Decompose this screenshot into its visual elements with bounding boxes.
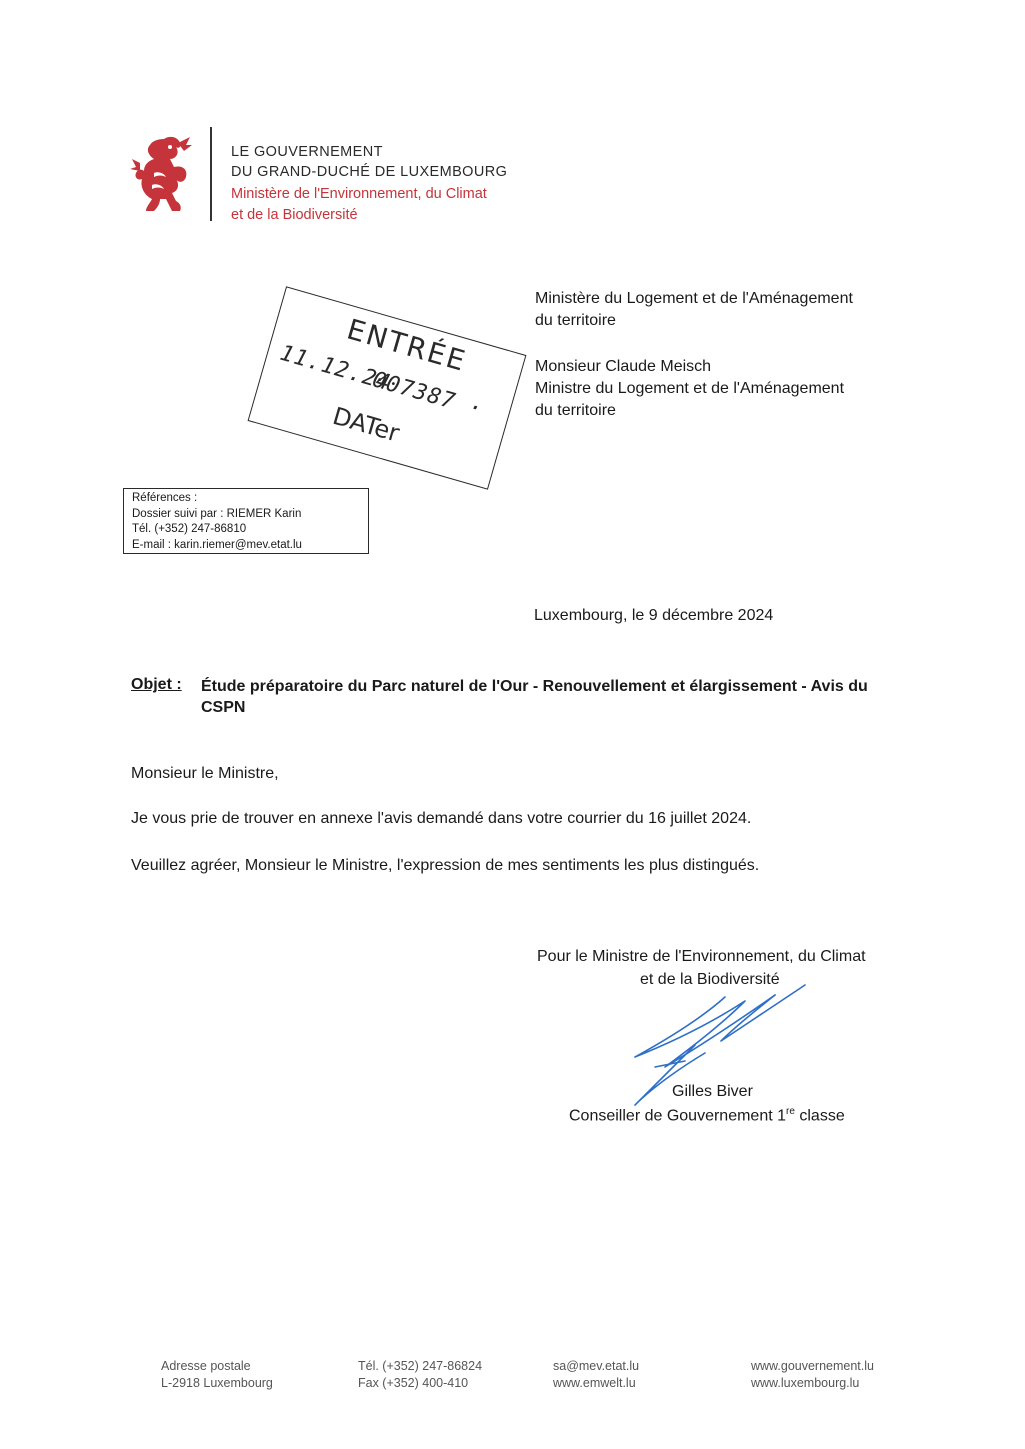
references-box [123,488,369,554]
luxembourg-lion-logo [130,133,194,215]
footer-web3: www.luxembourg.lu [751,1376,860,1390]
references-phone: Tél. (+352) 247-86810 [132,523,247,535]
government-name-line1: LE GOUVERNEMENT [231,144,383,160]
closing-formula: Veuillez agréer, Monsieur le Ministre, l'expression de mes sentiments les plus distingués. [131,857,760,874]
stamp-number: 007387 · [369,367,486,423]
signature-for-line1: Pour le Ministre de l'Environnement, du Climat [537,948,866,965]
entry-stamp [248,286,527,489]
recipient-org-line1: Ministère du Logement et de l'Aménagement [535,290,853,307]
letter-date: Luxembourg, le 9 décembre 2024 [534,607,774,624]
recipient-title-line1: Ministre du Logement et de l'Aménagement [535,380,845,397]
footer-phone: Tél. (+352) 247-86824 [358,1359,483,1373]
signature-for-line2: et de la Biodiversité [640,971,780,988]
footer-phones [358,1358,482,1392]
signatory-title-prefix: Conseiller de Gouvernement 1 [569,1107,787,1125]
stamp-date: 11.12.24 [277,340,394,397]
ministry-name-line2: et de la Biodiversité [231,207,358,223]
signatory-title-sup: re [786,1106,795,1117]
salutation: Monsieur le Ministre, [131,765,279,782]
signatory-name: Gilles Biver [672,1083,753,1100]
footer-websites [751,1358,874,1392]
subject-text: Étude préparatoire du Parc naturel de l'Our - Renouvellement et élargissement - Avis du CSPN [201,678,868,716]
footer-email: sa@mev.etat.lu [553,1359,640,1373]
footer-contact [553,1358,639,1392]
recipient-person [535,356,844,422]
ministry-name-line1: Ministère de l'Environnement, du Climat [231,186,487,202]
recipient-org-line2: du territoire [535,312,616,329]
references-email: E-mail : karin.riemer@mev.etat.lu [132,538,302,551]
signatory-title [569,1106,845,1125]
footer-web1: www.emwelt.lu [553,1376,636,1390]
subject-label: Objet : [131,676,182,693]
recipient-organization [535,288,853,332]
stamp-title: ENTRÉE [343,312,471,379]
footer-address-value: L-2918 Luxembourg [161,1376,273,1390]
footer-fax: Fax (+352) 400-410 [358,1376,469,1390]
references-followed-by: Dossier suivi par : RIEMER Karin [132,507,302,520]
government-name-line2: DU GRAND-DUCHÉ DE LUXEMBOURG [231,164,508,180]
signatory-title-suffix: classe [794,1107,845,1125]
footer-web2: www.gouvernement.lu [751,1359,874,1373]
stamp-unit: DATer [329,401,403,448]
recipient-name: Monsieur Claude Meisch [535,358,712,375]
references-heading: Références : [132,492,198,504]
body-paragraph: Je vous prie de trouver en annexe l'avis demandé dans votre courrier du 16 juillet 2024. [131,810,752,827]
recipient-title-line2: du territoire [535,402,616,419]
footer-address-label: Adresse postale [161,1359,251,1373]
footer-address [161,1358,273,1392]
header-divider [210,127,212,221]
